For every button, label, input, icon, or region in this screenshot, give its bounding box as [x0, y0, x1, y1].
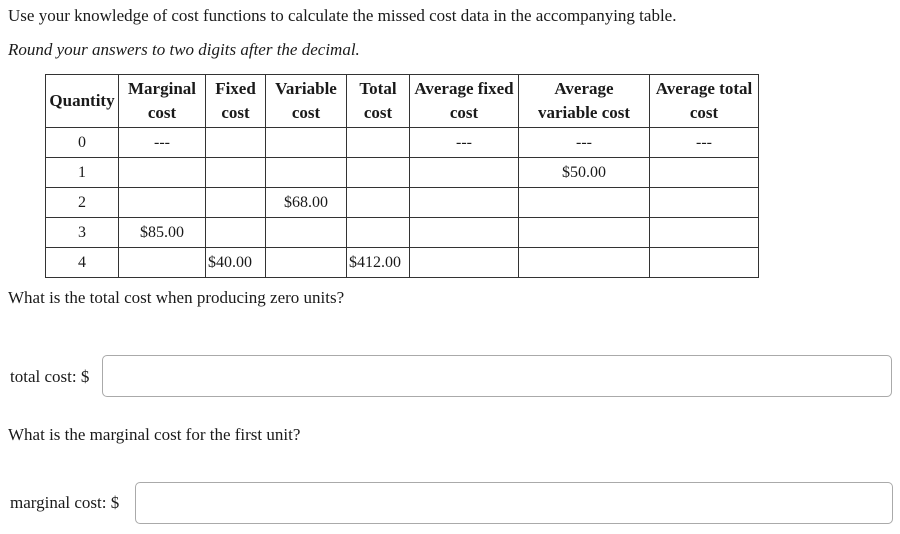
cell-quantity: 4	[46, 248, 119, 278]
table-row	[46, 128, 759, 158]
rounding-note: Round your answers to two digits after the decimal.	[8, 40, 360, 59]
cell-fixed-cost: $40.00	[206, 248, 266, 278]
table-header-row	[46, 75, 759, 128]
header-total-cost: Total cost	[347, 75, 410, 128]
cell-marginal-cost: $85.00	[119, 218, 206, 248]
cell-total-cost	[347, 158, 410, 188]
cell-average-fixed-cost	[410, 158, 519, 188]
cell-quantity: 2	[46, 188, 119, 218]
cell-marginal-cost	[119, 248, 206, 278]
cell-average-variable-cost	[519, 188, 650, 218]
marginal-cost-input[interactable]	[135, 482, 893, 524]
table-row	[46, 188, 759, 218]
cell-variable-cost: $68.00	[266, 188, 347, 218]
cell-marginal-cost	[119, 158, 206, 188]
table-row	[46, 158, 759, 188]
header-variable-cost: Variable cost	[266, 75, 347, 128]
header-marginal-cost: Marginal cost	[119, 75, 206, 128]
table-row	[46, 218, 759, 248]
cell-marginal-cost	[119, 188, 206, 218]
question-total-cost: What is the total cost when producing zero units?	[8, 288, 345, 307]
cell-quantity: 1	[46, 158, 119, 188]
cell-average-variable-cost: $50.00	[519, 158, 650, 188]
cell-marginal-cost: ---	[119, 128, 206, 158]
header-quantity: Quantity	[46, 75, 119, 128]
marginal-cost-label: marginal cost: $	[10, 493, 120, 512]
cell-quantity: 0	[46, 128, 119, 158]
cell-average-total-cost	[650, 218, 759, 248]
cell-average-variable-cost	[519, 218, 650, 248]
cell-total-cost	[347, 218, 410, 248]
cell-variable-cost	[266, 218, 347, 248]
question-marginal-cost: What is the marginal cost for the first unit?	[8, 425, 301, 444]
instruction-text: Use your knowledge of cost functions to calculate the missed cost data in the accompanying table.	[8, 6, 677, 25]
cell-total-cost: $412.00	[347, 248, 410, 278]
cell-average-total-cost: ---	[650, 128, 759, 158]
cell-fixed-cost	[206, 128, 266, 158]
total-cost-input[interactable]	[102, 355, 892, 397]
table-row	[46, 248, 759, 278]
cost-table	[45, 74, 759, 278]
total-cost-label: total cost: $	[10, 367, 90, 386]
cell-quantity: 3	[46, 218, 119, 248]
cell-average-total-cost	[650, 248, 759, 278]
cell-variable-cost	[266, 128, 347, 158]
cell-average-total-cost	[650, 158, 759, 188]
cell-average-fixed-cost: ---	[410, 128, 519, 158]
cell-fixed-cost	[206, 218, 266, 248]
cell-average-variable-cost: ---	[519, 128, 650, 158]
cell-fixed-cost	[206, 158, 266, 188]
cell-average-fixed-cost	[410, 188, 519, 218]
header-average-total-cost: Average total cost	[650, 75, 759, 128]
cell-average-fixed-cost	[410, 248, 519, 278]
cell-average-variable-cost	[519, 248, 650, 278]
cell-total-cost	[347, 188, 410, 218]
cell-variable-cost	[266, 248, 347, 278]
cell-variable-cost	[266, 158, 347, 188]
cell-average-total-cost	[650, 188, 759, 218]
cell-fixed-cost	[206, 188, 266, 218]
header-average-fixed-cost: Average fixed cost	[410, 75, 519, 128]
header-average-variable-cost: Average variable cost	[519, 75, 650, 128]
cell-total-cost	[347, 128, 410, 158]
header-fixed-cost: Fixed cost	[206, 75, 266, 128]
cell-average-fixed-cost	[410, 218, 519, 248]
